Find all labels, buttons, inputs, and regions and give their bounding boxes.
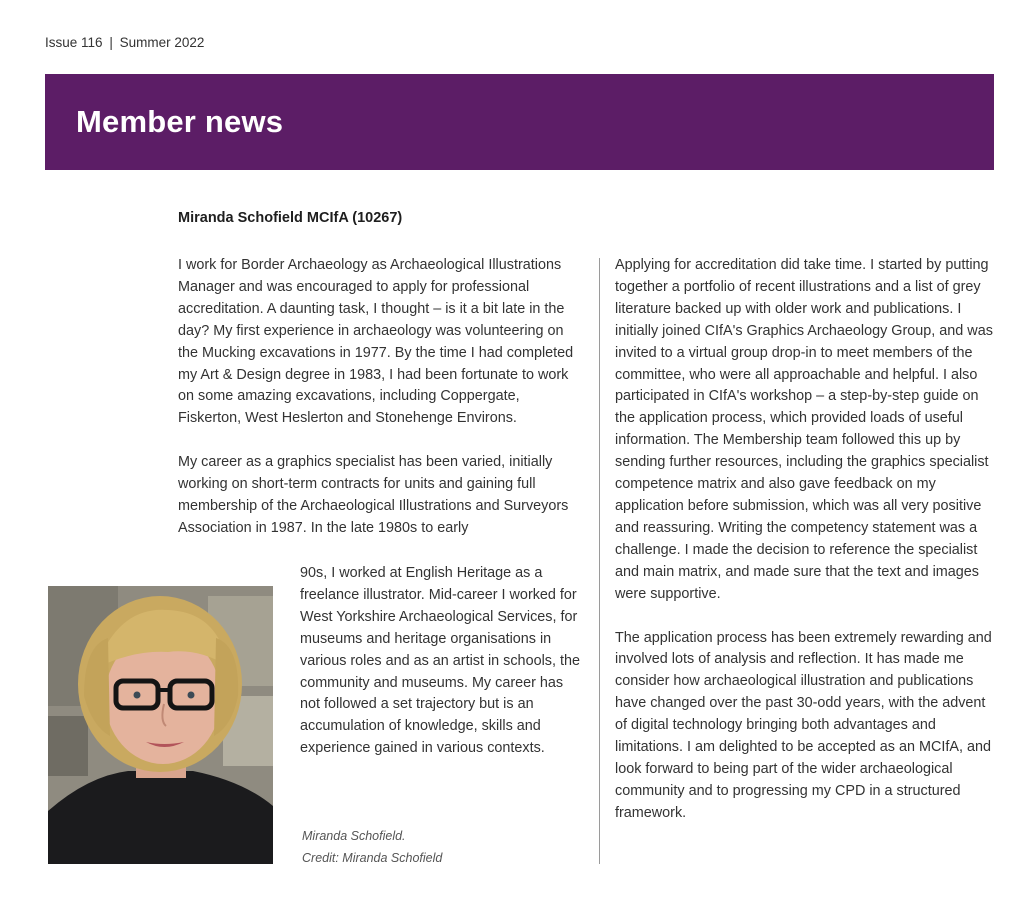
caption-name: Miranda Schofield. xyxy=(302,829,406,843)
left-column-wrap xyxy=(300,563,583,782)
right-column xyxy=(615,255,995,847)
portrait-photo xyxy=(48,586,273,864)
issue-number: Issue 116 xyxy=(45,35,103,50)
column-divider xyxy=(599,258,600,864)
left-wrap-paragraph: 90s, I worked at English Heritage as a freelance illustrator. Mid-career I worked for West Yorkshire Archaeological Services, for museums and heritage organisations in various roles and as an artist in schools, the community and museums. My career has not followed a set trajectory but is an accumulation of knowledge, skills and experience gained in various contexts. xyxy=(300,565,580,757)
portrait-illustration xyxy=(48,586,273,864)
issue-season: Summer 2022 xyxy=(119,35,205,50)
section-title: Member news xyxy=(76,104,284,139)
left-column xyxy=(178,255,583,540)
right-paragraph-2: The application process has been extremely rewarding and involved lots of analysis and reflection. It has made me consider how archaeological illustration and publications have changed over the past 30-odd years, with the advent of digital technology bringing both advantages and limitations. I am delighted to be accepted as an MCIfA, and look forward to being part of the wider archaeological community and to progressing my CPD in a structured framework. xyxy=(615,629,992,821)
left-paragraph-1: I work for Border Archaeology as Archaeological Illustrations Manager and was encouraged to apply for professional accreditation. A daunting task, I thought – is it a bit late in the day? My first experience in archaeology was volunteering on the Mucking excavations in 1977. By the time I had completed my Art & Design degree in 1983, I had been fortunate to work on some amazing excavations, including Coppergate, Fiskerton, West Heslerton and Stonehenge Environs. xyxy=(178,257,574,427)
issue-separator: | xyxy=(109,35,113,50)
section-banner xyxy=(45,74,994,170)
caption-credit: Credit: Miranda Schofield xyxy=(302,851,443,865)
right-paragraph-1: Applying for accreditation did take time. I started by putting together a portfolio of recent illustrations and a list of grey literature backed up with older work and publications. I initially joined CIfA's Graphics Archaeology Group, and was invited to a virtual group drop-in to meet members of the committee, who were all approachable and helpful. I also participated in CIfA's workshop – a step-by-step guide on the application process, which provided loads of useful information. The Membership team followed this up by sending further resources, including the graphics specialist competence matrix and also gave feedback on my application before submission, which was all very positive and reassuring. Writing the competency statement was a challenge. I made the decision to reference the specialist and main matrix, and made sure that the text and images were supportive. xyxy=(615,257,993,602)
author-heading: Miranda Schofield MCIfA (10267) xyxy=(178,210,403,226)
left-paragraph-2: My career as a graphics specialist has been varied, initially working on short-term contracts for units and gaining full membership of the Archaeological Illustrations and Surveyors Association in 1987. In the late 1980s to early xyxy=(178,454,569,536)
issue-line xyxy=(45,35,204,50)
photo-caption xyxy=(302,825,442,869)
